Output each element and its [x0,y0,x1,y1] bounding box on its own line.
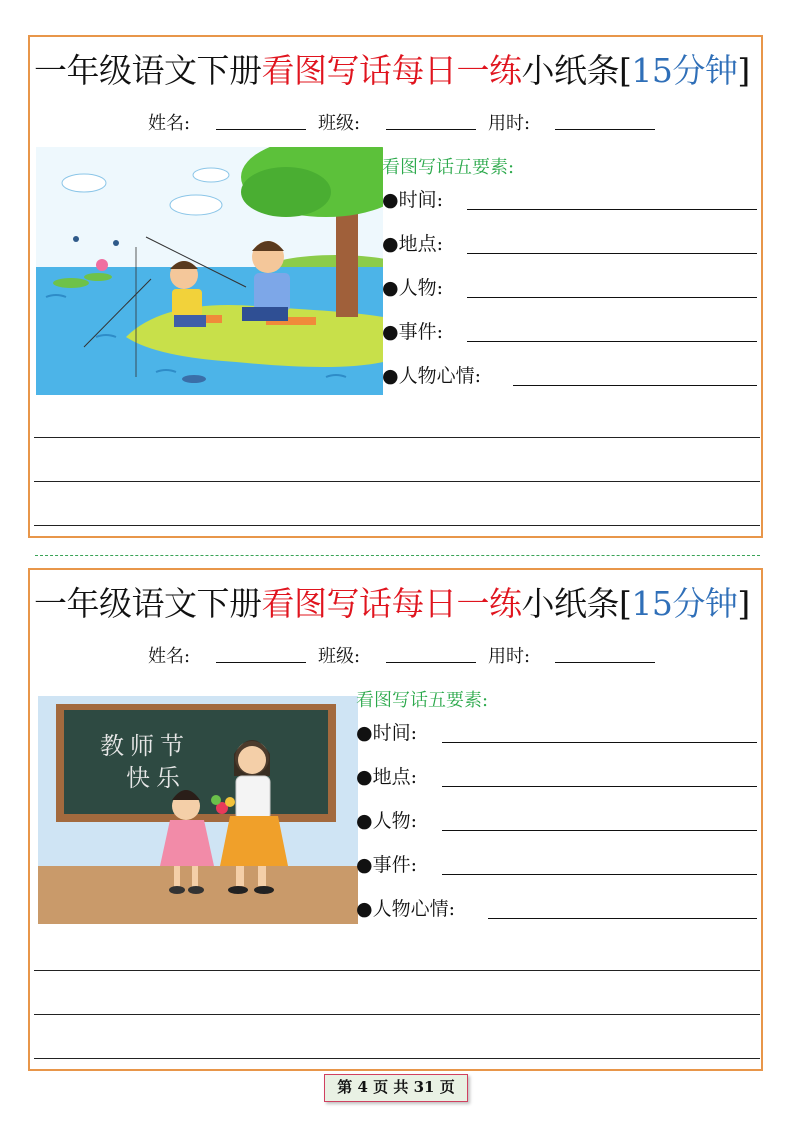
title-duration: 15分钟 [631,584,738,623]
element-field-mood[interactable] [513,385,757,386]
element-label-place: ●地点: [382,233,443,255]
element-label-event: ●事件: [382,321,443,343]
element-row-place [382,223,757,267]
element-label-time: ●时间: [382,189,443,211]
element-row-event [382,311,757,355]
page-number-footer: 第 4 页 共 31 页 [324,1074,468,1102]
element-field-place[interactable] [442,786,757,787]
writing-line[interactable] [34,437,760,438]
elements-heading: 看图写话五要素: [356,690,489,711]
time-used-field[interactable] [555,642,655,663]
name-field[interactable] [216,109,306,130]
class-label: 班级: [318,113,361,134]
worksheet-title [34,578,750,625]
five-elements-section [356,686,757,932]
element-label-people: ●人物: [356,810,417,832]
title-grade-subject: 一年级语文下册 [34,51,262,90]
fishing-picture [36,147,383,395]
element-label-event: ●事件: [356,854,417,876]
element-row-people [382,267,757,311]
element-field-event[interactable] [467,341,757,342]
element-row-people [356,800,757,844]
name-label: 姓名: [148,646,191,667]
cut-separator [35,555,760,556]
worksheet-card-1 [28,35,763,538]
element-row-time [382,179,757,223]
element-row-place [356,756,757,800]
element-field-event[interactable] [442,874,757,875]
blackboard-text-line2: 快乐 [126,764,186,792]
name-label: 姓名: [148,113,191,134]
writing-line[interactable] [34,970,760,971]
time-used-label: 用时: [488,646,531,667]
class-field[interactable] [386,109,476,130]
title-bracket-close: ] [737,584,750,623]
time-used-label: 用时: [488,113,531,134]
title-note: 小纸条 [521,584,619,623]
element-label-people: ●人物: [382,277,443,299]
title-exercise-name: 看图写话每日一练 [261,51,522,90]
element-label-mood: ●人物心情: [356,898,455,920]
element-field-mood[interactable] [488,918,757,919]
element-row-mood [382,355,757,399]
title-bracket-open: [ [619,584,632,623]
element-label-mood: ●人物心情: [382,365,481,387]
element-row-mood [356,888,757,932]
title-grade-subject: 一年级语文下册 [34,584,262,623]
element-row-time [356,712,757,756]
class-field[interactable] [386,642,476,663]
title-bracket-open: [ [619,51,632,90]
worksheet-card-2 [28,568,763,1071]
worksheet-title [34,45,750,92]
five-elements-section [382,153,757,399]
class-label: 班级: [318,646,361,667]
element-field-people[interactable] [467,297,757,298]
element-label-place: ●地点: [356,766,417,788]
element-field-place[interactable] [467,253,757,254]
title-duration: 15分钟 [631,51,738,90]
element-field-people[interactable] [442,830,757,831]
teachers-day-picture [38,696,358,924]
time-used-field[interactable] [555,109,655,130]
title-exercise-name: 看图写话每日一练 [261,584,522,623]
title-bracket-close: ] [737,51,750,90]
writing-line[interactable] [34,1058,760,1059]
writing-line[interactable] [34,525,760,526]
elements-heading: 看图写话五要素: [382,157,515,178]
blackboard-text-line1: 教师节 [100,732,190,760]
title-note: 小纸条 [521,51,619,90]
writing-line[interactable] [34,1014,760,1015]
element-field-time[interactable] [467,209,757,210]
element-row-event [356,844,757,888]
element-label-time: ●时间: [356,722,417,744]
element-field-time[interactable] [442,742,757,743]
name-field[interactable] [216,642,306,663]
writing-line[interactable] [34,481,760,482]
